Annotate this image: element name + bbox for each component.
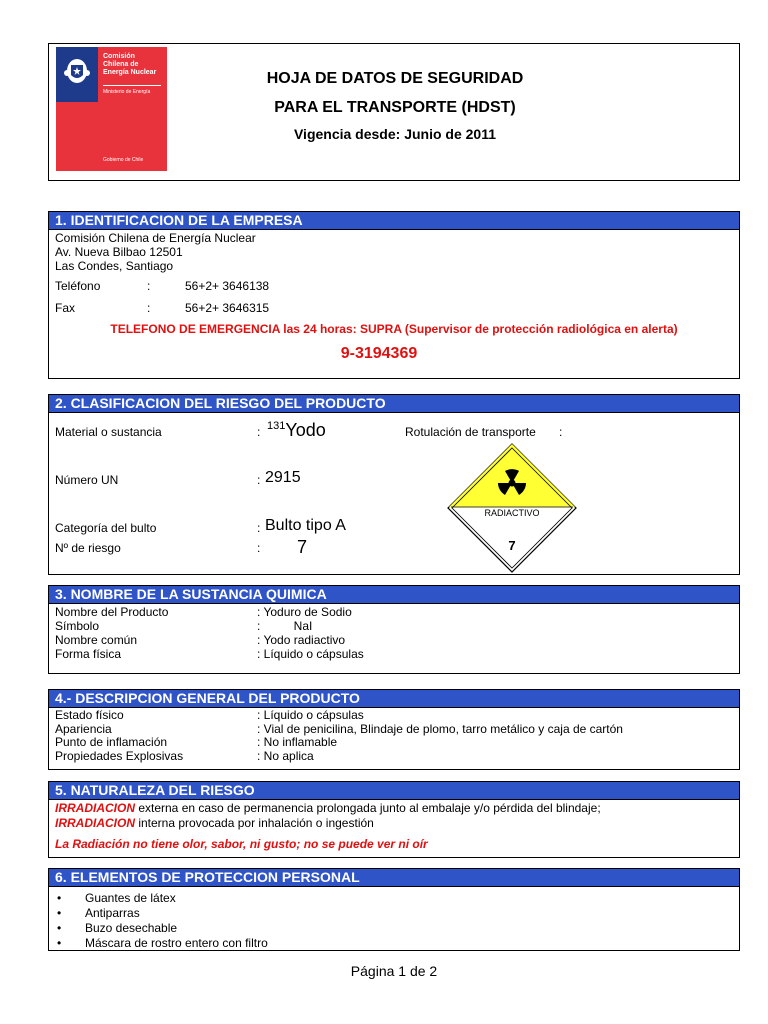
placard-class: 7: [508, 538, 516, 553]
placard-label: RADIACTIVO: [484, 508, 540, 518]
isotope-mass-number: 131: [267, 420, 286, 432]
emergency-number: 9-3194369: [340, 345, 418, 362]
risk-label: Nº de riesgo: [55, 541, 121, 555]
section-3-header: 3. NOMBRE DE LA SUSTANCIA QUIMICA: [48, 585, 740, 604]
s4-row-value: : Líquido o cápsulas: [257, 708, 364, 722]
bullet-icon: •: [57, 906, 62, 920]
transport-label: Rotulación de transporte: [405, 425, 536, 439]
doc-title-line2: PARA EL TRANSPORTE (HDST): [274, 99, 516, 116]
section-2-header: 2. CLASIFICACION DEL RIESGO DEL PRODUCTO: [48, 394, 740, 413]
s3-row-value: : Yodo radiactivo: [257, 633, 346, 647]
section-6-header: 6. ELEMENTOS DE PROTECCION PERSONAL: [48, 868, 740, 887]
section-5-header: 5. NATURALEZA DEL RIESGO: [48, 781, 740, 800]
doc-title-line1: HOJA DE DATOS DE SEGURIDAD: [266, 70, 524, 87]
s4-row-label: Propiedades Explosivas: [55, 749, 184, 763]
irradiation-term: IRRADIACION: [55, 801, 135, 815]
s4-row-value: : Vial de penicilina, Blindaje de plomo, tarro metálico y caja de cartón: [257, 722, 623, 736]
hazard-line-1: [55, 801, 601, 815]
coat-of-arms-icon: [61, 53, 93, 89]
s4-row-label: Apariencia: [55, 722, 112, 736]
company-address1: Av. Nueva Bilbao 12501: [55, 245, 183, 259]
bullet-icon: •: [57, 936, 62, 950]
phone-value: 56+2+ 3646138: [185, 279, 270, 293]
document-header: [48, 43, 740, 181]
fax-label: Fax: [55, 301, 76, 315]
phone-label: Teléfono: [55, 279, 101, 293]
s3-row-label: Símbolo: [55, 619, 100, 633]
section-6-body: [48, 887, 740, 951]
logo-divider: [103, 85, 161, 86]
risk-value: 7: [297, 537, 308, 557]
s3-row-label: Forma física: [55, 647, 122, 661]
section-1-body: [48, 230, 740, 379]
ppe-item: Máscara de rostro entero con filtro: [85, 936, 268, 950]
logo-line1: Comisión: [103, 53, 135, 60]
transport-colon: :: [559, 425, 563, 439]
hazard-text: interna provocada por inhalación o ingestión: [135, 816, 374, 830]
section-4-header: 4.- DESCRIPCION GENERAL DEL PRODUCTO: [48, 689, 740, 708]
hazard-text: externa en caso de permanencia prolongada junto al embalaje y/o pérdida del blindaje;: [135, 801, 601, 815]
section-2-body: [48, 413, 740, 575]
fax-value: 56+2+ 3646315: [185, 301, 270, 315]
material-value: [267, 415, 326, 441]
s4-row-value: : No aplica: [257, 749, 314, 763]
emergency-text: TELEFONO DE EMERGENCIA las 24 horas: SUPRA (Supervisor de protección radiológica en alerta): [110, 322, 678, 336]
s3-row-value: : NaI: [257, 619, 313, 633]
un-colon: :: [257, 473, 261, 487]
s3-row-value: : Yoduro de Sodio: [257, 605, 352, 619]
ppe-item: Guantes de látex: [85, 891, 176, 905]
category-colon: :: [257, 521, 261, 535]
cchen-logo: [56, 47, 167, 171]
doc-validity: Vigencia desde: Junio de 2011: [293, 126, 497, 142]
s4-row-value: : No inflamable: [257, 735, 338, 749]
material-label: Material o sustancia: [55, 425, 162, 439]
material-colon: :: [257, 425, 261, 439]
radiation-note: La Radiación no tiene olor, sabor, ni gusto; no se puede ver ni oír: [55, 837, 428, 851]
category-label: Categoría del bulto: [55, 521, 157, 535]
irradiation-term: IRRADIACION: [55, 816, 135, 830]
bullet-icon: •: [57, 921, 62, 935]
ppe-item: Buzo desechable: [85, 921, 178, 935]
s3-row-value: : Líquido o cápsulas: [257, 647, 364, 661]
material-name: Yodo: [285, 420, 326, 440]
ppe-item: Antiparras: [85, 906, 140, 920]
un-value: 2915: [265, 469, 301, 486]
company-name: Comisión Chilena de Energía Nuclear: [55, 231, 256, 245]
section-1-header: 1. IDENTIFICACION DE LA EMPRESA: [48, 211, 740, 230]
s4-row-label: Punto de inflamación: [55, 735, 168, 749]
phone-colon: :: [147, 279, 151, 293]
logo-line2: Chilena de: [103, 61, 139, 68]
section-3-body: [48, 604, 740, 674]
page-number: Página 1 de 2: [350, 963, 438, 979]
category-value: Bulto tipo A: [265, 517, 346, 534]
s4-row-label: Estado físico: [55, 708, 124, 722]
s3-row-label: Nombre del Producto: [55, 605, 169, 619]
s3-row-label: Nombre común: [55, 633, 138, 647]
fax-colon: :: [147, 301, 151, 315]
bullet-icon: •: [57, 891, 62, 905]
hazard-line-2: [55, 816, 374, 830]
un-label: Número UN: [55, 473, 119, 487]
risk-colon: :: [257, 541, 261, 555]
logo-gov: Gobierno de Chile: [103, 157, 144, 163]
section-4-body: [48, 708, 740, 770]
section-5-body: [48, 800, 740, 858]
logo-line3: Energía Nuclear: [103, 69, 157, 76]
logo-ministry: Ministerio de Energía: [103, 89, 151, 95]
company-address2: Las Condes, Santiago: [55, 259, 174, 273]
